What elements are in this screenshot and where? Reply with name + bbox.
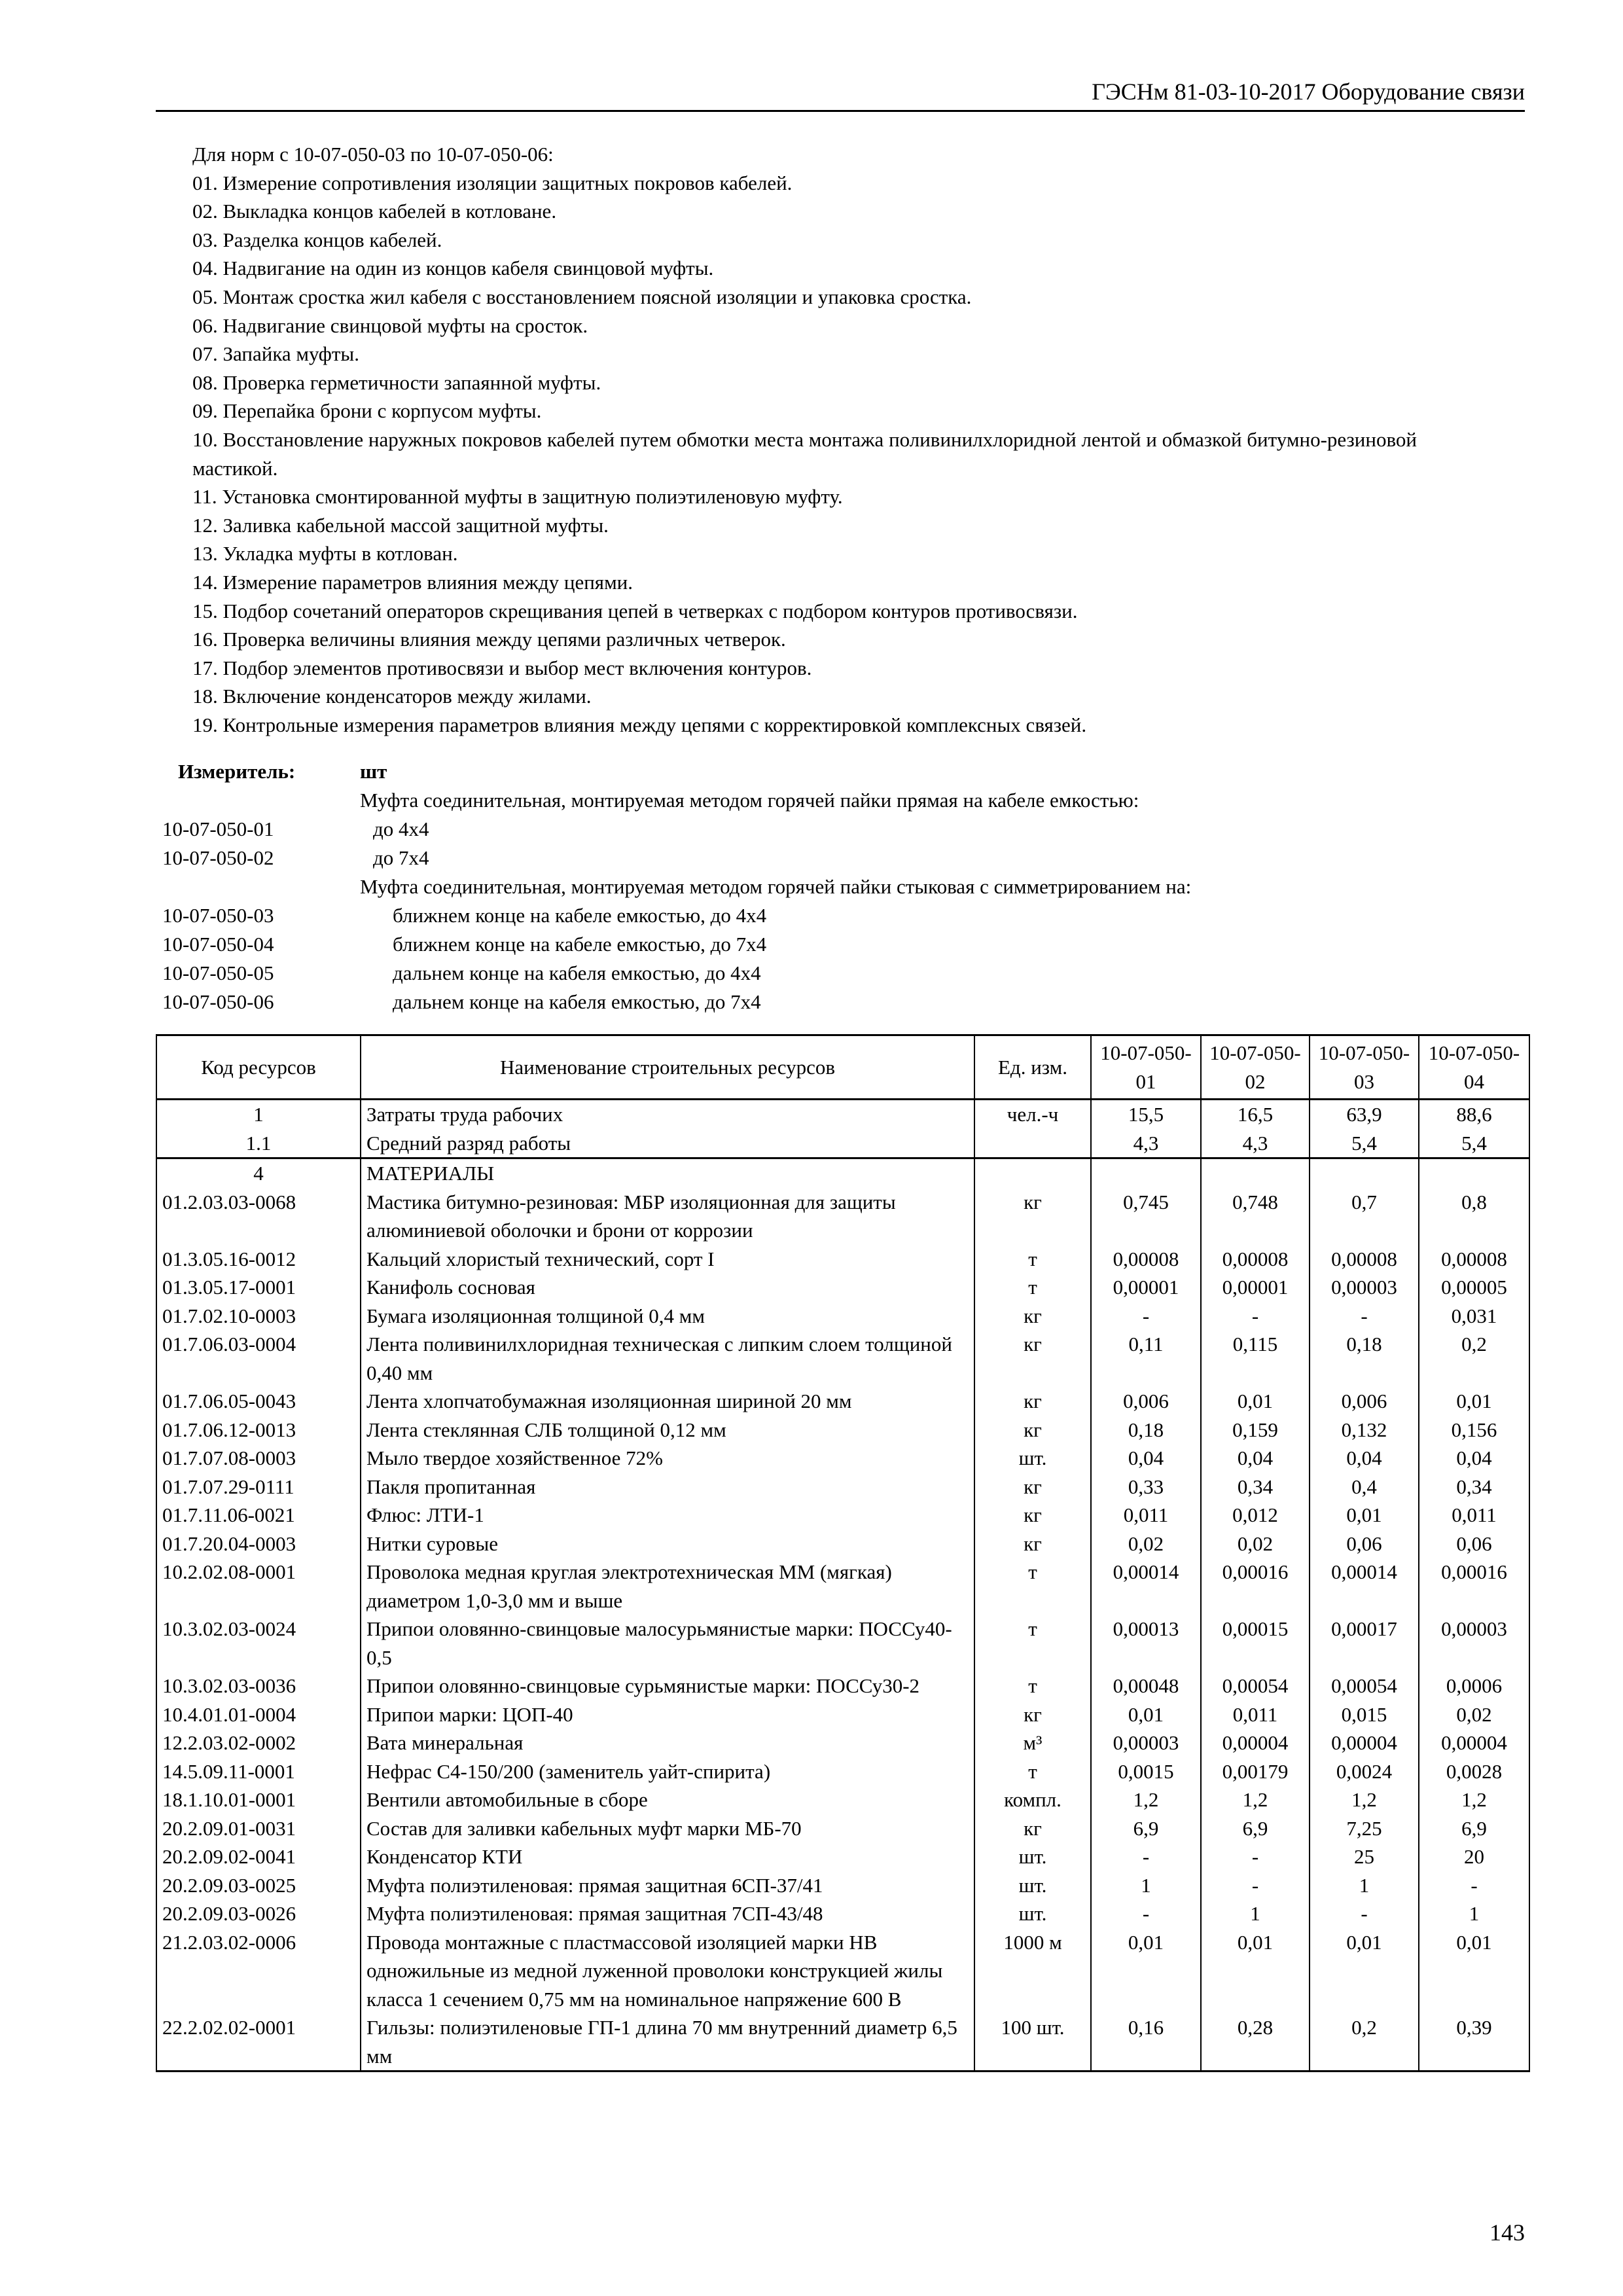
resource-unit: компл. (974, 1785, 1091, 1814)
resource-value: 0,0015 (1091, 1757, 1201, 1786)
resource-code: 20.2.09.03-0026 (156, 1899, 361, 1928)
page-number: 143 (1489, 2219, 1525, 2246)
operation-item: 18. Включение конденсаторов между жилами. (192, 685, 592, 708)
resource-value (1419, 1158, 1529, 1188)
norm-text: до 7х4 (373, 846, 429, 869)
resource-unit: т (974, 1615, 1091, 1672)
resource-value: 0,00003 (1419, 1615, 1529, 1672)
resource-value: 0,011 (1419, 1501, 1529, 1530)
header-name: Наименование строительных ресурсов (361, 1035, 974, 1100)
resource-value: - (1091, 1842, 1201, 1871)
resource-unit (974, 1158, 1091, 1188)
norm-text: Муфта соединительная, монтируемая методом горячей пайки прямая на кабеле емкостью: (360, 789, 1139, 812)
resource-unit: 100 шт. (974, 2013, 1091, 2072)
resource-value: 0,00001 (1091, 1273, 1201, 1302)
table-row (156, 1785, 1529, 1814)
resource-code: 21.2.03.02-0006 (156, 1928, 361, 2014)
resource-code: 01.7.06.12-0013 (156, 1416, 361, 1444)
table-row (156, 1842, 1529, 1871)
resource-value: 0,00004 (1419, 1729, 1529, 1757)
resource-value: 63,9 (1310, 1100, 1419, 1129)
resource-value: 7,25 (1310, 1814, 1419, 1843)
resource-value (1310, 1158, 1419, 1188)
header-unit: Ед. изм. (974, 1035, 1091, 1100)
table-row (156, 1473, 1529, 1501)
resource-name: Провода монтажные с пластмассовой изоляцией марки НВ одножильные из медной луженной проволоки конструкцией жилы класса 1 сечением 0,75 мм на номинальное напряжение 600 В (361, 1928, 974, 2014)
table-row (156, 1245, 1529, 1274)
resource-value: 0,00008 (1419, 1245, 1529, 1274)
resource-value: 0,01 (1201, 1928, 1310, 2014)
resource-name: Затраты труда рабочих (361, 1100, 974, 1129)
operation-item: 19. Контрольные измерения параметров влияния между цепями с корректировкой комплексных связей. (192, 713, 1087, 736)
resource-code: 20.2.09.01-0031 (156, 1814, 361, 1843)
operation-item: 10. Восстановление наружных покровов кабелей путем обмотки места монтажа поливинилхлоридной лентой и обмазкой битумно-резиновой мастикой. (192, 427, 1417, 480)
table-row (156, 1700, 1529, 1729)
resource-code: 01.7.02.10-0003 (156, 1302, 361, 1331)
resource-name: МАТЕРИАЛЫ (361, 1158, 974, 1188)
resource-value: 0,00008 (1201, 1245, 1310, 1274)
norm-code: 10-07-050-01 (162, 817, 274, 840)
resource-value: 0,132 (1310, 1416, 1419, 1444)
resource-value: 0,04 (1419, 1444, 1529, 1473)
resource-value: 0,01 (1310, 1501, 1419, 1530)
table-row (156, 1530, 1529, 1558)
resource-unit: кг (974, 1530, 1091, 1558)
resource-unit: кг (974, 1814, 1091, 1843)
resource-unit: т (974, 1672, 1091, 1700)
resource-value: 0,00014 (1091, 1558, 1201, 1615)
operation-item: 01. Измерение сопротивления изоляции защитных покровов кабелей. (192, 171, 793, 194)
header-col-3: 10-07-050-03 (1310, 1035, 1419, 1100)
resource-value: 0,00008 (1091, 1245, 1201, 1274)
norm-code: 10-07-050-02 (162, 846, 274, 869)
resource-name: Вата минеральная (361, 1729, 974, 1757)
table-row (156, 1416, 1529, 1444)
header-col-2: 10-07-050-02 (1201, 1035, 1310, 1100)
operation-item: 09. Перепайка брони с корпусом муфты. (192, 399, 542, 423)
resource-value: 0,0024 (1310, 1757, 1419, 1786)
resource-value: 0,015 (1310, 1700, 1419, 1729)
resource-value: 0,00054 (1310, 1672, 1419, 1700)
resource-value: 25 (1310, 1842, 1419, 1871)
resource-value: - (1419, 1871, 1529, 1900)
table-row (156, 1273, 1529, 1302)
resource-value: - (1310, 1302, 1419, 1331)
resource-value: 1 (1091, 1871, 1201, 1900)
resource-code: 14.5.09.11-0001 (156, 1757, 361, 1786)
resource-value: 0,18 (1310, 1330, 1419, 1387)
resource-unit: шт. (974, 1871, 1091, 1900)
resource-code: 10.4.01.01-0004 (156, 1700, 361, 1729)
resource-value: 0,18 (1091, 1416, 1201, 1444)
resource-code: 01.3.05.17-0001 (156, 1273, 361, 1302)
resource-name: Состав для заливки кабельных муфт марки МБ-70 (361, 1814, 974, 1843)
resource-unit: т (974, 1558, 1091, 1615)
resource-unit: кг (974, 1501, 1091, 1530)
table-row (156, 1501, 1529, 1530)
resource-name: Лента стеклянная СЛБ толщиной 0,12 мм (361, 1416, 974, 1444)
table-row (156, 1729, 1529, 1757)
resource-name: Проволока медная круглая электротехническая ММ (мягкая) диаметром 1,0-3,0 мм и выше (361, 1558, 974, 1615)
operation-item: 02. Выкладка концов кабелей в котловане. (192, 200, 557, 223)
resource-value: 1,2 (1310, 1785, 1419, 1814)
resource-unit: т (974, 1273, 1091, 1302)
table-row (156, 1444, 1529, 1473)
resource-unit: шт. (974, 1899, 1091, 1928)
resource-value: 0,02 (1419, 1700, 1529, 1729)
resource-unit: м³ (974, 1729, 1091, 1757)
table-header-row (156, 1035, 1529, 1100)
resource-unit: шт. (974, 1444, 1091, 1473)
norm-text: дальнем конце на кабеля емкостью, до 4х4 (393, 961, 761, 984)
resource-value: 0,00005 (1419, 1273, 1529, 1302)
norm-code: 10-07-050-04 (162, 933, 274, 956)
operation-item: 08. Проверка герметичности запаянной муфты. (192, 370, 601, 394)
resource-value: 0,34 (1419, 1473, 1529, 1501)
table-row (156, 1302, 1529, 1331)
resource-unit: кг (974, 1700, 1091, 1729)
resource-value: 0,00016 (1419, 1558, 1529, 1615)
header-code: Код ресурсов (156, 1035, 361, 1100)
resource-value: 0,16 (1091, 2013, 1201, 2072)
resource-value: 5,4 (1310, 1129, 1419, 1158)
table-row (156, 1871, 1529, 1900)
resource-value: 0,2 (1310, 2013, 1419, 2072)
resource-value: 5,4 (1419, 1129, 1529, 1158)
norm-code: 10-07-050-06 (162, 990, 274, 1013)
resource-name: Нефрас С4-150/200 (заменитель уайт-спирита) (361, 1757, 974, 1786)
resource-name: Конденсатор КТИ (361, 1842, 974, 1871)
resource-name: Муфта полиэтиленовая: прямая защитная 7СП-43/48 (361, 1899, 974, 1928)
norm-text: ближнем конце на кабеле емкостью, до 7х4 (393, 933, 767, 956)
resource-value: 0,04 (1201, 1444, 1310, 1473)
resource-unit: кг (974, 1416, 1091, 1444)
resource-code: 10.3.02.03-0036 (156, 1672, 361, 1700)
operations-list (192, 140, 1501, 739)
resource-code: 20.2.09.02-0041 (156, 1842, 361, 1871)
resource-value: 0,00008 (1310, 1245, 1419, 1274)
resource-value: 0,011 (1091, 1501, 1201, 1530)
resource-code: 22.2.02.02-0001 (156, 2013, 361, 2072)
resource-code: 01.7.20.04-0003 (156, 1530, 361, 1558)
resource-code: 12.2.03.02-0002 (156, 1729, 361, 1757)
resource-unit: 1000 м (974, 1928, 1091, 2014)
resource-name: Лента хлопчатобумажная изоляционная шириной 20 мм (361, 1387, 974, 1416)
resource-name: Канифоль сосновая (361, 1273, 974, 1302)
resource-value: - (1201, 1842, 1310, 1871)
header-title: ГЭСНм 81-03-10-2017 Оборудование связи (1092, 79, 1525, 105)
table-row (156, 1615, 1529, 1672)
resource-name: Мыло твердое хозяйственное 72% (361, 1444, 974, 1473)
table-row (156, 1672, 1529, 1700)
table-row (156, 1928, 1529, 2014)
operation-item: 06. Надвигание свинцовой муфты на сросток. (192, 314, 588, 337)
header-col-1: 10-07-050-01 (1091, 1035, 1201, 1100)
resource-code: 01.7.07.08-0003 (156, 1444, 361, 1473)
resource-value: 20 (1419, 1842, 1529, 1871)
norm-text: ближнем конце на кабеле емкостью, до 4х4 (393, 904, 767, 927)
resource-value: 0,0028 (1419, 1757, 1529, 1786)
resource-value: 0,00004 (1310, 1729, 1419, 1757)
resource-value: - (1310, 1899, 1419, 1928)
resource-value: 0,115 (1201, 1330, 1310, 1387)
resource-unit (974, 1129, 1091, 1158)
resource-value: 0,39 (1419, 2013, 1529, 2072)
resource-value: 0,00015 (1201, 1615, 1310, 1672)
resource-name: Мастика битумно-резиновая: МБР изоляционная для защиты алюминиевой оболочки и брони от коррозии (361, 1188, 974, 1245)
table-row (156, 1129, 1529, 1158)
resource-value: 1,2 (1091, 1785, 1201, 1814)
resource-value: 0,00017 (1310, 1615, 1419, 1672)
resource-value: 4,3 (1091, 1129, 1201, 1158)
resource-name: Лента поливинилхлоридная техническая с липким слоем толщиной 0,40 мм (361, 1330, 974, 1387)
operation-item: 14. Измерение параметров влияния между цепями. (192, 570, 633, 594)
resource-value: 0,02 (1091, 1530, 1201, 1558)
norm-text: до 4х4 (373, 817, 429, 840)
resource-name: Припои марки: ЦОП-40 (361, 1700, 974, 1729)
operation-item: 13. Укладка муфты в котлован. (192, 542, 458, 565)
resource-value: 0,745 (1091, 1188, 1201, 1245)
norm-text: дальнем конце на кабеля емкостью, до 7х4 (393, 990, 761, 1013)
resource-value: 0,00004 (1201, 1729, 1310, 1757)
resource-value: 0,031 (1419, 1302, 1529, 1331)
operation-item: 17. Подбор элементов противосвязи и выбор мест включения контуров. (192, 656, 812, 679)
resource-unit: кг (974, 1473, 1091, 1501)
table-row (156, 1814, 1529, 1843)
resource-name: Нитки суровые (361, 1530, 974, 1558)
measure-label: Измеритель: (178, 760, 296, 783)
operation-item: 16. Проверка величины влияния между цепями различных четверок. (192, 628, 786, 651)
resource-value: 0,00054 (1201, 1672, 1310, 1700)
resource-value: 0,33 (1091, 1473, 1201, 1501)
resource-code: 4 (156, 1158, 361, 1188)
resource-value: 1 (1201, 1899, 1310, 1928)
resource-value: 0,00048 (1091, 1672, 1201, 1700)
resource-value: 0,00014 (1310, 1558, 1419, 1615)
resource-value: 1,2 (1201, 1785, 1310, 1814)
resource-value: 0,156 (1419, 1416, 1529, 1444)
resource-value: 0,11 (1091, 1330, 1201, 1387)
operation-item: 05. Монтаж сростка жил кабеля с восстановлением поясной изоляции и упаковка сростка. (192, 285, 972, 308)
resource-value: 0,04 (1310, 1444, 1419, 1473)
resource-value: 0,4 (1310, 1473, 1419, 1501)
resource-value: 0,01 (1419, 1387, 1529, 1416)
operation-item: 04. Надвигание на один из концов кабеля свинцовой муфты. (192, 257, 714, 280)
resource-value: 0,28 (1201, 2013, 1310, 2072)
resource-unit: кг (974, 1302, 1091, 1331)
resource-code: 1 (156, 1100, 361, 1129)
resource-name: Муфта полиэтиленовая: прямая защитная 6СП-37/41 (361, 1871, 974, 1900)
resource-name: Кальций хлористый технический, сорт I (361, 1245, 974, 1274)
resource-value: 0,006 (1310, 1387, 1419, 1416)
resource-value: 6,9 (1419, 1814, 1529, 1843)
resource-code: 20.2.09.03-0025 (156, 1871, 361, 1900)
resource-value: 0,006 (1091, 1387, 1201, 1416)
resource-value: 88,6 (1419, 1100, 1529, 1129)
table-row (156, 1558, 1529, 1615)
resource-value: 0,00001 (1201, 1273, 1310, 1302)
resource-value: 0,34 (1201, 1473, 1310, 1501)
resource-value: 0,02 (1201, 1530, 1310, 1558)
operation-item: 12. Заливка кабельной массой защитной муфты. (192, 513, 609, 537)
resource-value: 0,01 (1091, 1928, 1201, 2014)
resource-value: 1,2 (1419, 1785, 1529, 1814)
resource-value: 0,00179 (1201, 1757, 1310, 1786)
resource-value: 0,0006 (1419, 1672, 1529, 1700)
operation-item: 03. Разделка концов кабелей. (192, 228, 442, 251)
resource-value: 1 (1419, 1899, 1529, 1928)
resource-value: 0,00003 (1091, 1729, 1201, 1757)
resource-code: 01.3.05.16-0012 (156, 1245, 361, 1274)
resource-name: Вентили автомобильные в сборе (361, 1785, 974, 1814)
resource-value: 15,5 (1091, 1100, 1201, 1129)
operations-intro: Для норм с 10-07-050-03 по 10-07-050-06: (192, 143, 554, 166)
resource-value: 0,01 (1091, 1700, 1201, 1729)
resource-code: 1.1 (156, 1129, 361, 1158)
norm-text: Муфта соединительная, монтируемая методом горячей пайки стыковая с симметрированием на: (360, 875, 1192, 898)
resource-value: 1 (1310, 1871, 1419, 1900)
resource-value: - (1201, 1871, 1310, 1900)
table-row (156, 1899, 1529, 1928)
resource-unit: кг (974, 1387, 1091, 1416)
resource-value: 4,3 (1201, 1129, 1310, 1158)
resource-name: Флюс: ЛТИ-1 (361, 1501, 974, 1530)
resource-value: - (1091, 1899, 1201, 1928)
resource-code: 01.7.07.29-0111 (156, 1473, 361, 1501)
resource-name: Бумага изоляционная толщиной 0,4 мм (361, 1302, 974, 1331)
resource-unit: кг (974, 1330, 1091, 1387)
resource-value: 0,00013 (1091, 1615, 1201, 1672)
resource-code: 10.3.02.03-0024 (156, 1615, 361, 1672)
table-row (156, 1757, 1529, 1786)
resource-value: 0,00016 (1201, 1558, 1310, 1615)
resource-value: 0,04 (1091, 1444, 1201, 1473)
resource-value: 0,8 (1419, 1188, 1529, 1245)
norm-code: 10-07-050-05 (162, 961, 274, 984)
operation-item: 11. Установка смонтированной муфты в защитную полиэтиленовую муфту. (192, 485, 843, 509)
header-col-4: 10-07-050-04 (1419, 1035, 1529, 1100)
resource-value: 0,7 (1310, 1188, 1419, 1245)
resource-value: 0,01 (1201, 1387, 1310, 1416)
resource-value: 0,06 (1419, 1530, 1529, 1558)
resources-table (156, 1034, 1530, 2072)
table-row (156, 1330, 1529, 1387)
resource-value: 0,06 (1310, 1530, 1419, 1558)
resource-unit: кг (974, 1188, 1091, 1245)
resource-value: 6,9 (1201, 1814, 1310, 1843)
resource-value (1091, 1158, 1201, 1188)
resource-value: 0,2 (1419, 1330, 1529, 1387)
resource-value: 6,9 (1091, 1814, 1201, 1843)
resource-value: 0,748 (1201, 1188, 1310, 1245)
resource-name: Припои оловянно-свинцовые малосурьмянистые марки: ПОССу40-0,5 (361, 1615, 974, 1672)
resource-value: 0,01 (1419, 1928, 1529, 2014)
resource-unit: шт. (974, 1842, 1091, 1871)
resource-code: 18.1.10.01-0001 (156, 1785, 361, 1814)
resource-value: 0,01 (1310, 1928, 1419, 2014)
resource-code: 01.7.11.06-0021 (156, 1501, 361, 1530)
norm-code: 10-07-050-03 (162, 904, 274, 927)
resource-value: 0,159 (1201, 1416, 1310, 1444)
resource-code: 01.7.06.05-0043 (156, 1387, 361, 1416)
resource-code: 01.7.06.03-0004 (156, 1330, 361, 1387)
measure-value: шт (360, 760, 387, 783)
resource-unit: чел.-ч (974, 1100, 1091, 1129)
resource-unit: т (974, 1757, 1091, 1786)
resource-unit: т (974, 1245, 1091, 1274)
resource-name: Средний разряд работы (361, 1129, 974, 1158)
resource-code: 10.2.02.08-0001 (156, 1558, 361, 1615)
operation-item: 07. Запайка муфты. (192, 342, 359, 366)
resource-code: 01.2.03.03-0068 (156, 1188, 361, 1245)
resource-name: Гильзы: полиэтиленовые ГП-1 длина 70 мм внутренний диаметр 6,5 мм (361, 2013, 974, 2072)
resource-value: - (1091, 1302, 1201, 1331)
resource-value: 0,011 (1201, 1700, 1310, 1729)
table-row (156, 1188, 1529, 1245)
resource-value: 0,00003 (1310, 1273, 1419, 1302)
table-row (156, 2013, 1529, 2072)
table-row (156, 1100, 1529, 1129)
resource-value: 16,5 (1201, 1100, 1310, 1129)
resource-name: Пакля пропитанная (361, 1473, 974, 1501)
resource-value: 0,012 (1201, 1501, 1310, 1530)
operation-item: 15. Подбор сочетаний операторов скрещивания цепей в четверках с подбором контуров противосвязи. (192, 599, 1078, 622)
page-header (156, 73, 1525, 112)
resource-value (1201, 1158, 1310, 1188)
table-row (156, 1158, 1529, 1188)
table-row (156, 1387, 1529, 1416)
resource-value: - (1201, 1302, 1310, 1331)
resource-name: Припои оловянно-свинцовые сурьмянистые марки: ПОССу30-2 (361, 1672, 974, 1700)
